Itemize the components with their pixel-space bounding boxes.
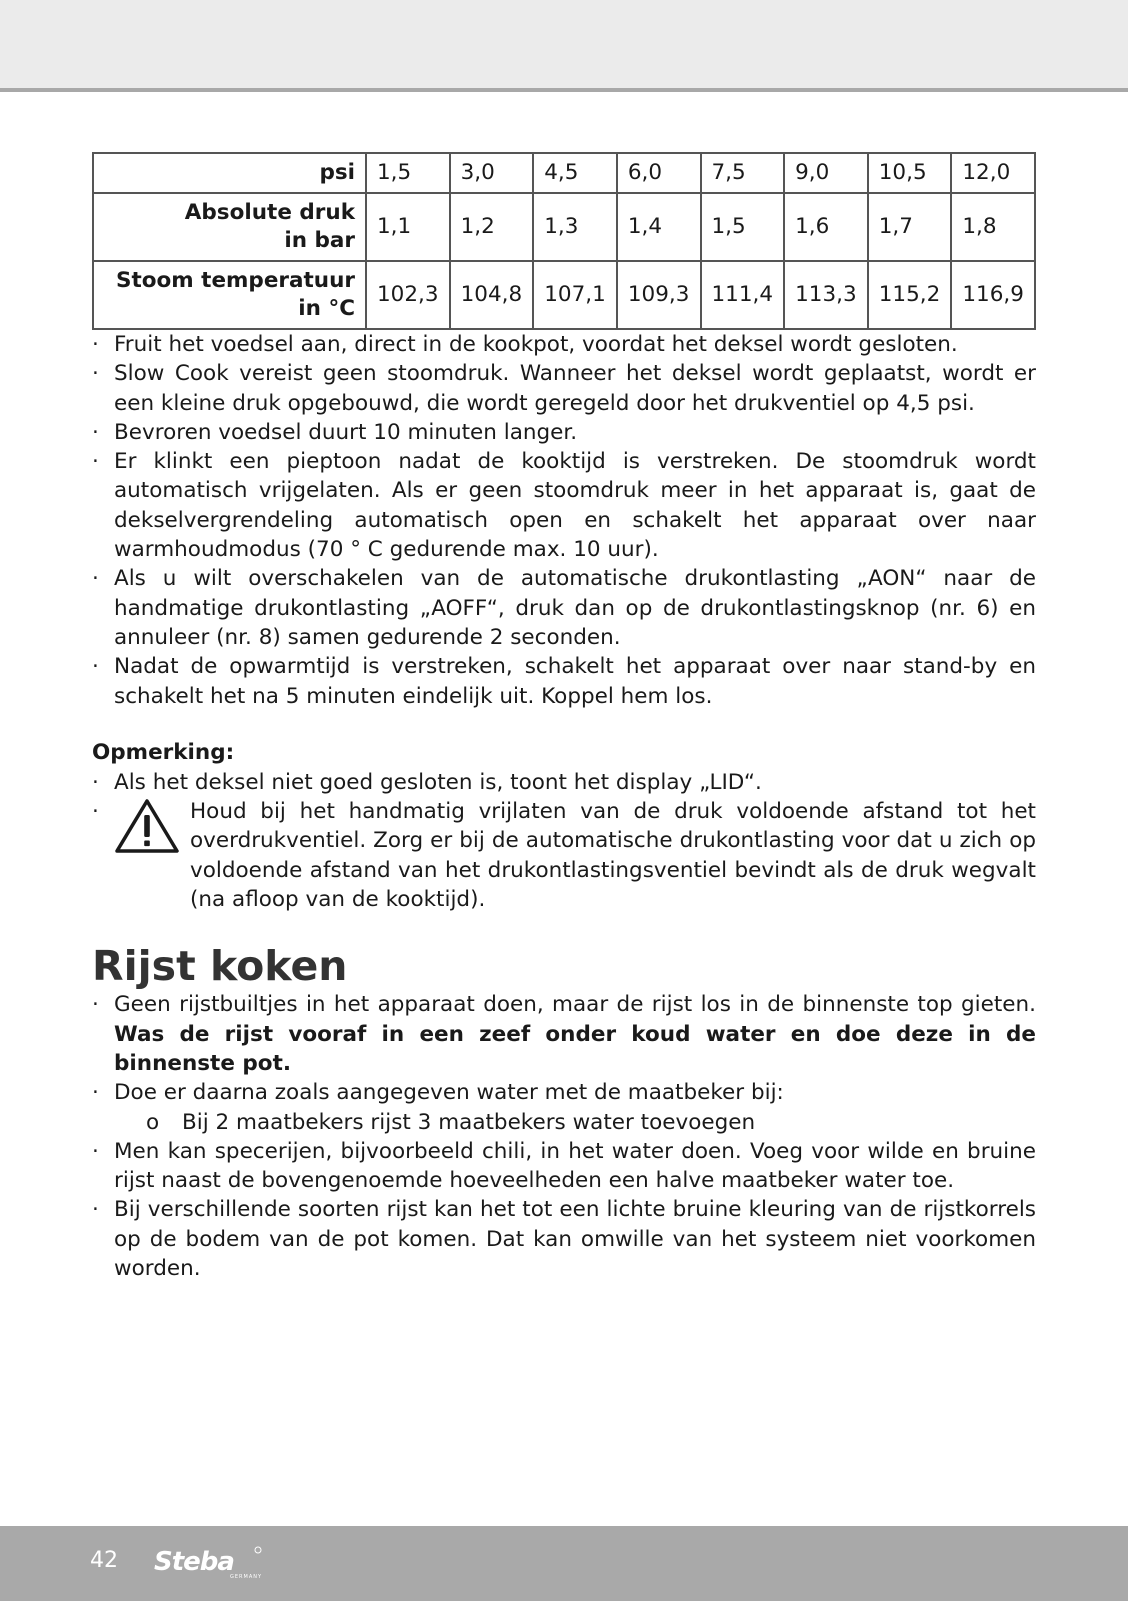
logo-wordmark: Steba: [154, 1547, 234, 1577]
table-row: [93, 193, 1035, 261]
table-row: [93, 153, 1035, 193]
list-item-text: Geen rijstbuiltjes in het apparaat doen, maar de rijst los in de binnenste top gieten.: [114, 992, 1036, 1018]
list-item: · Als het deksel niet goed gesloten is, toont het display „LID“.: [92, 768, 1036, 797]
table-cell: 1,2: [450, 193, 534, 261]
list-item: · Nadat de opwarmtijd is verstreken, schakelt het apparaat over naar stand-by en schakelt het na 5 minuten eindelijk uit. Koppel hem los.: [92, 652, 1036, 711]
note-list: [92, 768, 1036, 914]
table-cell: 1,8: [951, 193, 1035, 261]
list-item: · Doe er daarna zoals aangegeven water met de maatbeker bij:: [92, 1078, 1036, 1107]
table-cell: 1,3: [533, 193, 617, 261]
instructions-list: [92, 330, 1036, 711]
table-cell: 10,5: [868, 153, 952, 193]
table-cell: 1,5: [366, 153, 450, 193]
page-content: [92, 152, 1036, 1283]
warning-item: [92, 797, 1036, 914]
list-item: · Fruit het voedsel aan, direct in de kookpot, voordat het deksel wordt gesloten.: [92, 330, 1036, 359]
table-cell: 3,0: [450, 153, 534, 193]
table-row: [93, 261, 1035, 329]
rice-instructions-list-continued: [92, 1137, 1036, 1283]
table-cell: 115,2: [868, 261, 952, 329]
table-cell: 12,0: [951, 153, 1035, 193]
list-item: · Slow Cook vereist geen stoomdruk. Wanneer het deksel wordt geplaatst, wordt er een kleine druk opgebouwd, die wordt geregeld door het drukventiel op 4,5 psi.: [92, 359, 1036, 418]
table-cell: 9,0: [784, 153, 868, 193]
row-header-absolute-pressure: Absolute druk in bar: [93, 193, 366, 261]
list-item-bold-text: Was de rijst vooraf in een zeef onder koud water en doe deze in de binnenste pot.: [114, 1021, 1036, 1076]
table-cell: 107,1: [533, 261, 617, 329]
rice-instructions-list: [92, 990, 1036, 1107]
list-item: · Men kan specerijen, bijvoorbeeld chili, in het water doen. Voeg voor wilde en bruine rijst naast de bovengenoemde hoeveelheden een halve maatbeker water toe.: [92, 1137, 1036, 1196]
row-header-psi: psi: [93, 153, 366, 193]
pressure-temperature-table: [92, 152, 1036, 330]
steba-logo: [152, 1544, 264, 1584]
table-cell: 1,7: [868, 193, 952, 261]
row-header-steam-temperature: Stoom temperatuur in °C: [93, 261, 366, 329]
list-item: · Als u wilt overschakelen van de automatische drukontlasting „AON“ naar de handmatige drukontlasting „AOFF“, druk dan op de drukontlastingsknop (nr. 6) en annuleer (nr. 8) samen gedurende 2 seconden.: [92, 564, 1036, 652]
section-title: Rijst koken: [92, 942, 348, 991]
table-cell: 109,3: [617, 261, 701, 329]
page-number: 42: [90, 1548, 118, 1573]
list-item: · Er klinkt een pieptoon nadat de kooktijd is verstreken. De stoomdruk wordt automatisch vrijgelaten. Als er geen stoomdruk meer in het apparaat is, gaat de dekselvergrendeling automatisch open en schakelt het apparaat over naar warmhoudmodus (70 ° C gedurende max. 10 uur).: [92, 447, 1036, 564]
table-cell: 6,0: [617, 153, 701, 193]
table-cell: 1,4: [617, 193, 701, 261]
logo-subtext: GERMANY: [230, 1574, 263, 1580]
table-cell: 104,8: [450, 261, 534, 329]
table-cell: 113,3: [784, 261, 868, 329]
table-cell: 1,1: [366, 193, 450, 261]
note-heading: Opmerking:: [92, 739, 235, 765]
list-item: · Bij verschillende soorten rijst kan het tot een lichte bruine kleuring van de rijstkorrels op de bodem van de pot komen. Dat kan omwille van het systeem niet voorkomen worden.: [92, 1195, 1036, 1283]
sub-list-item: [92, 1108, 1036, 1137]
table-cell: 111,4: [701, 261, 785, 329]
table-cell: 116,9: [951, 261, 1035, 329]
warning-text: · Houd bij het handmatig vrijlaten van de druk voldoende afstand tot het overdrukventiel. Zorg er bij de automatische drukontlasting voor dat u zich op voldoende afstand van het drukontlastingsventiel bevindt als de druk wegvalt (na afloop van de kooktijd).: [190, 799, 1036, 913]
header-rule: [0, 88, 1128, 92]
table-cell: 1,6: [784, 193, 868, 261]
table-cell: 4,5: [533, 153, 617, 193]
list-item: · Bevroren voedsel duurt 10 minuten langer.: [92, 418, 1036, 447]
sub-list-marker: o: [146, 1109, 160, 1135]
table-cell: 102,3: [366, 261, 450, 329]
sub-list-text: Bij 2 maatbekers rijst 3 maatbekers water toevoegen: [182, 1109, 756, 1135]
list-item: [92, 990, 1036, 1078]
table-cell: 1,5: [701, 193, 785, 261]
header-band: [0, 0, 1128, 88]
table-cell: 7,5: [701, 153, 785, 193]
warning-triangle-icon: [114, 798, 190, 862]
